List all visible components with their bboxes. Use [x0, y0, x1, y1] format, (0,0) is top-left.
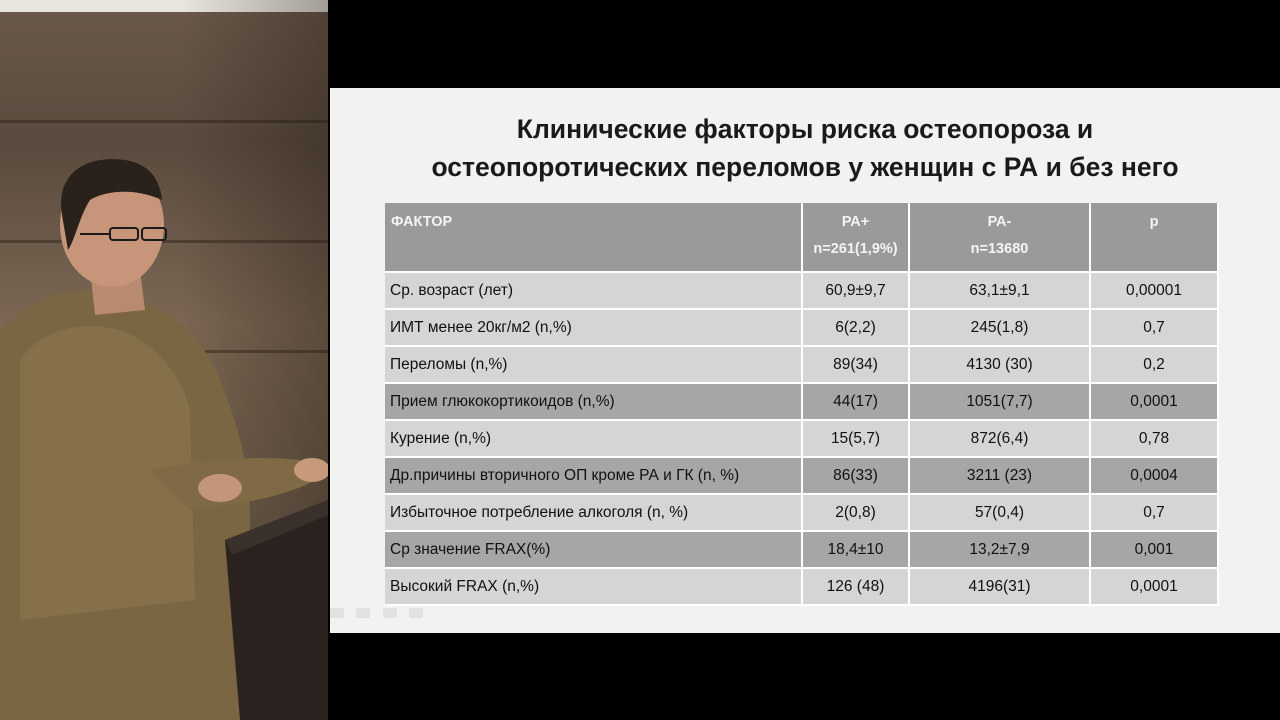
cell-ra-negative: 3211 (23) — [909, 457, 1090, 494]
cell-p-value: 0,0001 — [1090, 383, 1218, 420]
slideshow-controls — [330, 605, 450, 623]
table-row — [385, 457, 1218, 494]
speaker-figure — [0, 0, 328, 720]
header-p-value — [1090, 203, 1218, 272]
pen-icon[interactable] — [356, 608, 370, 618]
cell-ra-negative: 57(0,4) — [909, 494, 1090, 531]
risk-factors-table — [385, 203, 1219, 606]
cell-factor: Курение (n,%) — [385, 420, 802, 457]
header-ra-positive-label: РА+ — [841, 214, 870, 230]
cell-factor: Переломы (n,%) — [385, 346, 802, 383]
camera-feed — [0, 0, 328, 720]
cell-factor: Прием глюкокортикоидов (n,%) — [385, 383, 802, 420]
header-ra-negative-label: РА- — [987, 214, 1012, 230]
header-ra-positive-n: n=261(1,9%) — [813, 241, 898, 257]
table-header-row — [385, 203, 1218, 272]
cell-p-value: 0,7 — [1090, 494, 1218, 531]
cell-ra-positive: 86(33) — [802, 457, 909, 494]
cell-p-value: 0,2 — [1090, 346, 1218, 383]
table-row — [385, 531, 1218, 568]
next-slide-icon[interactable] — [409, 608, 423, 618]
slide-menu-icon[interactable] — [383, 608, 397, 618]
cell-ra-positive: 44(17) — [802, 383, 909, 420]
presentation-slide — [330, 88, 1280, 633]
cell-factor: Высокий FRAX (n,%) — [385, 568, 802, 605]
cell-p-value: 0,0001 — [1090, 568, 1218, 605]
cell-p-value: 0,001 — [1090, 531, 1218, 568]
cell-ra-negative: 13,2±7,9 — [909, 531, 1090, 568]
cell-ra-positive: 89(34) — [802, 346, 909, 383]
cell-ra-positive: 2(0,8) — [802, 494, 909, 531]
cell-factor: ИМТ менее 20кг/м2 (n,%) — [385, 309, 802, 346]
cell-p-value: 0,00001 — [1090, 272, 1218, 309]
table-row — [385, 272, 1218, 309]
table-row — [385, 346, 1218, 383]
header-ra-positive — [802, 203, 909, 272]
header-p-label: p — [1149, 214, 1159, 230]
cell-ra-negative: 872(6,4) — [909, 420, 1090, 457]
table-row — [385, 383, 1218, 420]
table-row — [385, 309, 1218, 346]
cell-p-value: 0,0004 — [1090, 457, 1218, 494]
cell-ra-positive: 60,9±9,7 — [802, 272, 909, 309]
cell-p-value: 0,78 — [1090, 420, 1218, 457]
cell-factor: Избыточное потребление алкоголя (n, %) — [385, 494, 802, 531]
slide-title: Клинические факторы риска остеопороза и остеопоротических переломов у женщин с РА и без него — [431, 114, 1179, 182]
cell-ra-negative: 63,1±9,1 — [909, 272, 1090, 309]
cell-ra-positive: 126 (48) — [802, 568, 909, 605]
table-row — [385, 568, 1218, 605]
cell-ra-positive: 18,4±10 — [802, 531, 909, 568]
cell-p-value: 0,7 — [1090, 309, 1218, 346]
header-factor — [385, 203, 802, 272]
cell-ra-negative: 245(1,8) — [909, 309, 1090, 346]
cell-ra-negative: 4130 (30) — [909, 346, 1090, 383]
previous-slide-icon[interactable] — [330, 608, 344, 618]
header-ra-negative — [909, 203, 1090, 272]
header-factor-label: ФАКТОР — [391, 214, 453, 230]
table-row — [385, 494, 1218, 531]
cell-factor: Др.причины вторичного ОП кроме РА и ГК (n, %) — [385, 457, 802, 494]
table-row — [385, 420, 1218, 457]
header-ra-negative-n: n=13680 — [970, 241, 1029, 257]
cell-ra-positive: 15(5,7) — [802, 420, 909, 457]
cell-ra-negative: 4196(31) — [909, 568, 1090, 605]
cell-ra-negative: 1051(7,7) — [909, 383, 1090, 420]
cell-factor: Ср. возраст (лет) — [385, 272, 802, 309]
cell-factor: Ср значение FRAX(%) — [385, 531, 802, 568]
cell-ra-positive: 6(2,2) — [802, 309, 909, 346]
